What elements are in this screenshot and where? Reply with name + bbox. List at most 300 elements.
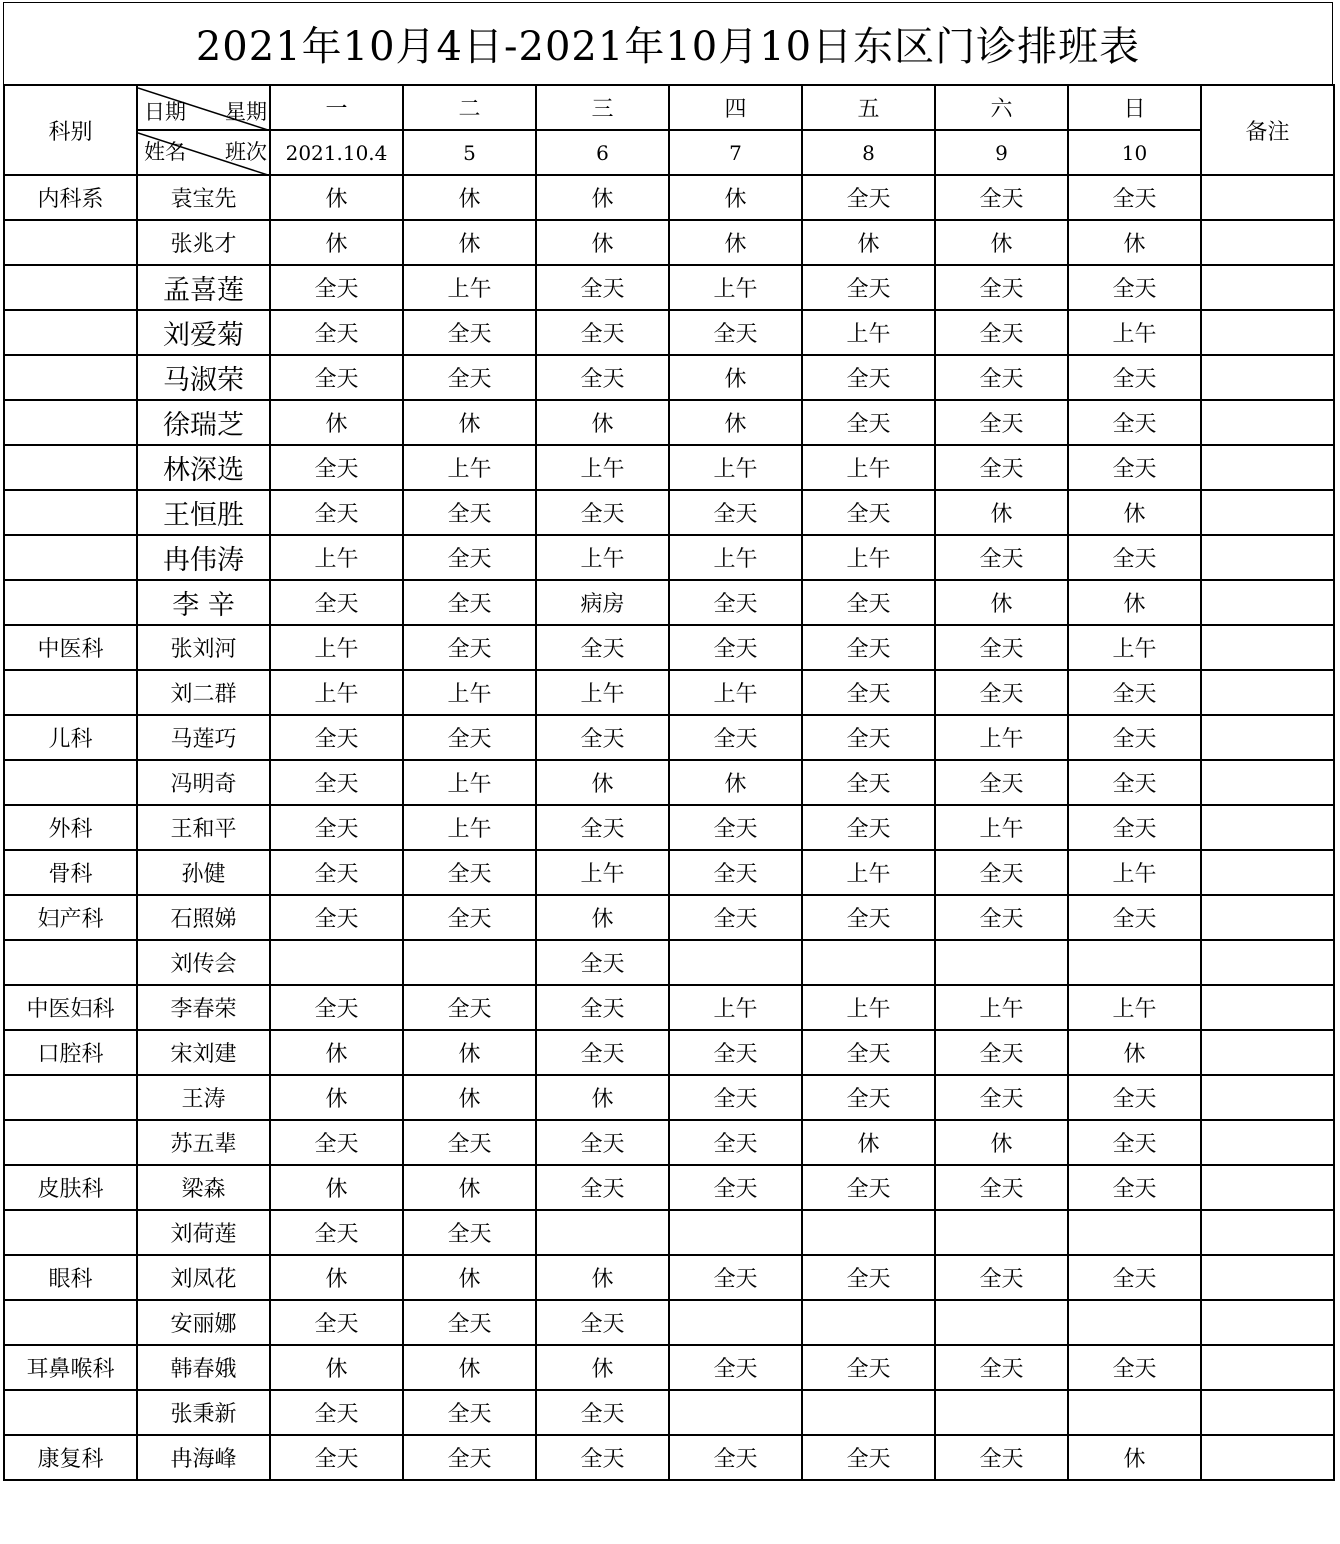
shift-cell: 休 bbox=[1068, 220, 1201, 265]
weekday-cell: 日 bbox=[1068, 85, 1201, 130]
shift-cell: 休 bbox=[270, 400, 403, 445]
date-cell: 7 bbox=[669, 130, 802, 175]
shift-cell: 上午 bbox=[270, 535, 403, 580]
shift-cell: 全天 bbox=[935, 1345, 1068, 1390]
table-row bbox=[4, 220, 1334, 265]
shift-cell: 全天 bbox=[935, 1165, 1068, 1210]
shift-cell bbox=[802, 1300, 935, 1345]
remark-cell bbox=[1201, 850, 1334, 895]
dept-cell bbox=[4, 220, 137, 265]
shift-cell: 休 bbox=[669, 220, 802, 265]
dept-cell: 妇产科 bbox=[4, 895, 137, 940]
shift-cell: 休 bbox=[536, 1255, 669, 1300]
doctor-name-cell: 徐瑞芝 bbox=[137, 400, 270, 445]
shift-cell: 全天 bbox=[270, 265, 403, 310]
shift-cell: 全天 bbox=[536, 265, 669, 310]
table-row bbox=[4, 985, 1334, 1030]
dept-cell: 中医妇科 bbox=[4, 985, 137, 1030]
shift-cell: 上午 bbox=[1068, 850, 1201, 895]
shift-cell: 全天 bbox=[536, 355, 669, 400]
remark-cell bbox=[1201, 310, 1334, 355]
dept-cell bbox=[4, 1210, 137, 1255]
shift-cell: 全天 bbox=[669, 1120, 802, 1165]
doctor-name-cell: 安丽娜 bbox=[137, 1300, 270, 1345]
doctor-name-cell: 李春荣 bbox=[137, 985, 270, 1030]
table-row bbox=[4, 760, 1334, 805]
doctor-name-cell: 李 辛 bbox=[137, 580, 270, 625]
table-row bbox=[4, 805, 1334, 850]
shift-cell: 全天 bbox=[403, 1120, 536, 1165]
shift-cell: 上午 bbox=[403, 445, 536, 490]
shift-cell: 上午 bbox=[935, 805, 1068, 850]
shift-cell: 全天 bbox=[536, 490, 669, 535]
shift-cell: 全天 bbox=[403, 625, 536, 670]
date-cell: 2021.10.4 bbox=[270, 130, 403, 175]
doctor-name-cell: 刘爱菊 bbox=[137, 310, 270, 355]
page-title: 2021年10月4日-2021年10月10日东区门诊排班表 bbox=[3, 2, 1333, 84]
dept-cell: 儿科 bbox=[4, 715, 137, 760]
doctor-name-cell: 林深选 bbox=[137, 445, 270, 490]
shift-cell bbox=[935, 940, 1068, 985]
shift-cell: 休 bbox=[403, 1165, 536, 1210]
table-row bbox=[4, 265, 1334, 310]
table-row bbox=[4, 1165, 1334, 1210]
remark-cell bbox=[1201, 400, 1334, 445]
shift-cell: 全天 bbox=[669, 580, 802, 625]
shift-cell: 全天 bbox=[1068, 445, 1201, 490]
dept-cell: 内科系 bbox=[4, 175, 137, 220]
shift-cell bbox=[669, 1210, 802, 1255]
shift-cell: 休 bbox=[270, 1165, 403, 1210]
shift-cell: 全天 bbox=[1068, 1075, 1201, 1120]
doctor-name-cell: 刘凤花 bbox=[137, 1255, 270, 1300]
shift-cell: 全天 bbox=[935, 625, 1068, 670]
shift-cell: 全天 bbox=[935, 850, 1068, 895]
shift-cell: 全天 bbox=[802, 1030, 935, 1075]
shift-cell: 休 bbox=[669, 400, 802, 445]
shift-cell: 全天 bbox=[536, 805, 669, 850]
shift-cell: 休 bbox=[403, 1255, 536, 1300]
shift-cell: 全天 bbox=[270, 805, 403, 850]
dept-cell bbox=[4, 445, 137, 490]
shift-cell: 上午 bbox=[802, 535, 935, 580]
shift-cell: 全天 bbox=[802, 1165, 935, 1210]
shift-cell: 全天 bbox=[1068, 760, 1201, 805]
doctor-name-cell: 马淑荣 bbox=[137, 355, 270, 400]
shift-cell: 全天 bbox=[935, 355, 1068, 400]
shift-cell: 全天 bbox=[669, 895, 802, 940]
shift-cell: 全天 bbox=[270, 490, 403, 535]
shift-cell bbox=[669, 1390, 802, 1435]
shift-cell bbox=[935, 1300, 1068, 1345]
shift-cell: 休 bbox=[935, 1120, 1068, 1165]
shift-cell: 全天 bbox=[270, 850, 403, 895]
name-shift-header-cell bbox=[137, 130, 270, 175]
shift-cell: 全天 bbox=[403, 1210, 536, 1255]
table-row bbox=[4, 715, 1334, 760]
date-cell: 10 bbox=[1068, 130, 1201, 175]
shift-cell: 全天 bbox=[802, 175, 935, 220]
shift-cell: 全天 bbox=[935, 310, 1068, 355]
shift-cell: 全天 bbox=[403, 715, 536, 760]
table-row bbox=[4, 850, 1334, 895]
table-row bbox=[4, 355, 1334, 400]
shift-cell: 全天 bbox=[802, 580, 935, 625]
date-label: 日期 bbox=[144, 100, 186, 124]
shift-cell: 全天 bbox=[1068, 895, 1201, 940]
shift-cell: 全天 bbox=[802, 715, 935, 760]
dept-cell: 外科 bbox=[4, 805, 137, 850]
dept-cell: 中医科 bbox=[4, 625, 137, 670]
remark-cell bbox=[1201, 220, 1334, 265]
shift-cell: 全天 bbox=[270, 895, 403, 940]
table-row bbox=[4, 175, 1334, 220]
table-row bbox=[4, 940, 1334, 985]
remark-cell bbox=[1201, 940, 1334, 985]
shift-cell: 上午 bbox=[536, 445, 669, 490]
shift-cell: 全天 bbox=[935, 535, 1068, 580]
shift-cell: 全天 bbox=[802, 490, 935, 535]
dept-header: 科别 bbox=[4, 85, 137, 175]
shift-cell: 病房 bbox=[536, 580, 669, 625]
shift-cell bbox=[270, 940, 403, 985]
shift-cell: 休 bbox=[669, 175, 802, 220]
shift-cell: 全天 bbox=[270, 760, 403, 805]
shift-cell: 休 bbox=[270, 1345, 403, 1390]
shift-cell: 全天 bbox=[270, 310, 403, 355]
shift-cell: 全天 bbox=[669, 850, 802, 895]
remark-cell bbox=[1201, 1120, 1334, 1165]
header-row-dates bbox=[4, 130, 1334, 175]
shift-cell: 全天 bbox=[1068, 400, 1201, 445]
shift-cell: 上午 bbox=[1068, 985, 1201, 1030]
shift-cell: 全天 bbox=[935, 445, 1068, 490]
shift-cell: 上午 bbox=[536, 850, 669, 895]
shift-cell: 休 bbox=[536, 760, 669, 805]
remark-cell bbox=[1201, 1255, 1334, 1300]
shift-cell: 休 bbox=[536, 1075, 669, 1120]
week-label: 星期 bbox=[225, 100, 267, 124]
shift-cell: 全天 bbox=[270, 355, 403, 400]
shift-cell: 全天 bbox=[802, 805, 935, 850]
shift-cell: 休 bbox=[270, 1255, 403, 1300]
shift-cell: 全天 bbox=[669, 805, 802, 850]
remark-cell bbox=[1201, 1390, 1334, 1435]
shift-cell: 全天 bbox=[270, 1300, 403, 1345]
shift-cell: 休 bbox=[802, 220, 935, 265]
doctor-name-cell: 袁宝先 bbox=[137, 175, 270, 220]
shift-cell: 全天 bbox=[536, 625, 669, 670]
shift-cell bbox=[403, 940, 536, 985]
shift-cell: 上午 bbox=[669, 445, 802, 490]
table-row bbox=[4, 1300, 1334, 1345]
date-week-header-cell bbox=[137, 85, 270, 130]
shift-cell: 全天 bbox=[403, 355, 536, 400]
remark-cell bbox=[1201, 625, 1334, 670]
dept-cell bbox=[4, 490, 137, 535]
shift-cell: 全天 bbox=[935, 760, 1068, 805]
dept-cell bbox=[4, 1390, 137, 1435]
schedule-body bbox=[4, 175, 1334, 1480]
shift-cell: 上午 bbox=[1068, 310, 1201, 355]
shift-cell: 全天 bbox=[403, 535, 536, 580]
table-row bbox=[4, 1210, 1334, 1255]
date-cell: 9 bbox=[935, 130, 1068, 175]
shift-cell: 全天 bbox=[536, 1165, 669, 1210]
remark-cell bbox=[1201, 490, 1334, 535]
doctor-name-cell: 王恒胜 bbox=[137, 490, 270, 535]
remark-cell bbox=[1201, 175, 1334, 220]
date-cell: 6 bbox=[536, 130, 669, 175]
shift-cell: 上午 bbox=[669, 265, 802, 310]
doctor-name-cell: 王和平 bbox=[137, 805, 270, 850]
shift-cell: 全天 bbox=[935, 1255, 1068, 1300]
remark-cell bbox=[1201, 895, 1334, 940]
shift-cell: 全天 bbox=[403, 490, 536, 535]
shift-cell: 休 bbox=[1068, 580, 1201, 625]
shift-cell: 上午 bbox=[403, 760, 536, 805]
shift-cell: 全天 bbox=[1068, 265, 1201, 310]
shift-cell: 全天 bbox=[669, 1435, 802, 1480]
shift-cell: 全天 bbox=[802, 355, 935, 400]
dept-cell bbox=[4, 1075, 137, 1120]
shift-cell: 休 bbox=[536, 1345, 669, 1390]
shift-cell: 上午 bbox=[802, 310, 935, 355]
shift-cell: 上午 bbox=[669, 535, 802, 580]
shift-cell: 休 bbox=[536, 175, 669, 220]
table-row bbox=[4, 625, 1334, 670]
shift-cell: 休 bbox=[403, 220, 536, 265]
shift-cell: 全天 bbox=[935, 265, 1068, 310]
shift-cell: 休 bbox=[403, 175, 536, 220]
table-row bbox=[4, 445, 1334, 490]
weekday-cell: 六 bbox=[935, 85, 1068, 130]
shift-cell: 全天 bbox=[270, 580, 403, 625]
shift-cell: 全天 bbox=[1068, 175, 1201, 220]
schedule-sheet bbox=[3, 2, 1333, 1540]
shift-cell: 上午 bbox=[403, 805, 536, 850]
date-cell: 5 bbox=[403, 130, 536, 175]
shift-cell: 全天 bbox=[536, 715, 669, 760]
remark-cell bbox=[1201, 1165, 1334, 1210]
dept-cell bbox=[4, 670, 137, 715]
remark-cell bbox=[1201, 1435, 1334, 1480]
dept-cell: 耳鼻喉科 bbox=[4, 1345, 137, 1390]
shift-cell: 休 bbox=[403, 1345, 536, 1390]
remark-cell bbox=[1201, 715, 1334, 760]
shift-cell: 全天 bbox=[270, 985, 403, 1030]
table-row bbox=[4, 490, 1334, 535]
dept-cell bbox=[4, 310, 137, 355]
dept-cell: 骨科 bbox=[4, 850, 137, 895]
dept-cell: 口腔科 bbox=[4, 1030, 137, 1075]
weekday-cell: 一 bbox=[270, 85, 403, 130]
shift-cell: 全天 bbox=[1068, 1345, 1201, 1390]
shift-cell: 上午 bbox=[270, 625, 403, 670]
table-row bbox=[4, 1435, 1334, 1480]
shift-cell: 全天 bbox=[403, 850, 536, 895]
shift-cell bbox=[935, 1390, 1068, 1435]
doctor-name-cell: 刘传会 bbox=[137, 940, 270, 985]
shift-cell: 全天 bbox=[536, 1435, 669, 1480]
table-row bbox=[4, 580, 1334, 625]
dept-cell bbox=[4, 1120, 137, 1165]
shift-cell: 全天 bbox=[403, 1390, 536, 1435]
shift-cell bbox=[802, 940, 935, 985]
date-cell: 8 bbox=[802, 130, 935, 175]
shift-cell: 全天 bbox=[1068, 1165, 1201, 1210]
remark-cell bbox=[1201, 1030, 1334, 1075]
shift-cell: 上午 bbox=[536, 535, 669, 580]
shift-cell: 全天 bbox=[403, 895, 536, 940]
shift-cell: 全天 bbox=[669, 625, 802, 670]
shift-cell: 全天 bbox=[536, 1390, 669, 1435]
doctor-name-cell: 张兆才 bbox=[137, 220, 270, 265]
remark-cell bbox=[1201, 760, 1334, 805]
shift-cell: 全天 bbox=[669, 1030, 802, 1075]
dept-cell: 皮肤科 bbox=[4, 1165, 137, 1210]
shift-cell: 全天 bbox=[802, 760, 935, 805]
remark-cell bbox=[1201, 670, 1334, 715]
remark-cell bbox=[1201, 355, 1334, 400]
shift-cell bbox=[802, 1210, 935, 1255]
shift-cell: 全天 bbox=[536, 1120, 669, 1165]
shift-cell: 全天 bbox=[935, 895, 1068, 940]
shift-cell: 全天 bbox=[669, 1165, 802, 1210]
shift-cell: 全天 bbox=[1068, 1120, 1201, 1165]
doctor-name-cell: 刘荷莲 bbox=[137, 1210, 270, 1255]
dept-cell bbox=[4, 1300, 137, 1345]
shift-cell: 上午 bbox=[669, 985, 802, 1030]
doctor-name-cell: 王涛 bbox=[137, 1075, 270, 1120]
dept-cell bbox=[4, 940, 137, 985]
shift-cell: 休 bbox=[403, 400, 536, 445]
shift-cell: 上午 bbox=[536, 670, 669, 715]
shift-cell: 上午 bbox=[935, 715, 1068, 760]
shift-cell: 休 bbox=[935, 580, 1068, 625]
shift-cell: 休 bbox=[270, 220, 403, 265]
shift-cell: 休 bbox=[403, 1075, 536, 1120]
doctor-name-cell: 孙健 bbox=[137, 850, 270, 895]
table-row bbox=[4, 670, 1334, 715]
shift-cell: 全天 bbox=[669, 490, 802, 535]
table-row bbox=[4, 1120, 1334, 1165]
shift-cell: 全天 bbox=[536, 1030, 669, 1075]
table-row bbox=[4, 400, 1334, 445]
table-row bbox=[4, 535, 1334, 580]
name-label: 姓名 bbox=[144, 140, 186, 164]
dept-cell bbox=[4, 400, 137, 445]
doctor-name-cell: 苏五辈 bbox=[137, 1120, 270, 1165]
dept-cell bbox=[4, 580, 137, 625]
shift-cell: 全天 bbox=[1068, 355, 1201, 400]
shift-cell: 全天 bbox=[536, 1300, 669, 1345]
shift-cell: 全天 bbox=[403, 310, 536, 355]
shift-cell: 上午 bbox=[669, 670, 802, 715]
shift-cell bbox=[1068, 940, 1201, 985]
remark-cell bbox=[1201, 580, 1334, 625]
doctor-name-cell: 张秉新 bbox=[137, 1390, 270, 1435]
doctor-name-cell: 张刘河 bbox=[137, 625, 270, 670]
shift-cell: 全天 bbox=[669, 310, 802, 355]
shift-cell: 全天 bbox=[935, 670, 1068, 715]
shift-cell: 全天 bbox=[1068, 805, 1201, 850]
shift-cell: 全天 bbox=[935, 1075, 1068, 1120]
shift-cell: 休 bbox=[270, 1030, 403, 1075]
shift-cell: 休 bbox=[270, 1075, 403, 1120]
table-row bbox=[4, 1255, 1334, 1300]
shift-cell: 全天 bbox=[802, 1345, 935, 1390]
doctor-name-cell: 宋刘建 bbox=[137, 1030, 270, 1075]
shift-cell: 全天 bbox=[270, 1120, 403, 1165]
table-row bbox=[4, 895, 1334, 940]
shift-cell: 上午 bbox=[403, 265, 536, 310]
dept-cell bbox=[4, 355, 137, 400]
shift-cell: 全天 bbox=[536, 985, 669, 1030]
shift-cell: 全天 bbox=[403, 985, 536, 1030]
shift-cell: 全天 bbox=[270, 1390, 403, 1435]
shift-cell: 上午 bbox=[1068, 625, 1201, 670]
shift-cell: 上午 bbox=[403, 670, 536, 715]
doctor-name-cell: 马莲巧 bbox=[137, 715, 270, 760]
shift-cell: 全天 bbox=[403, 1435, 536, 1480]
remark-cell bbox=[1201, 535, 1334, 580]
table-row bbox=[4, 1030, 1334, 1075]
doctor-name-cell: 冉海峰 bbox=[137, 1435, 270, 1480]
shift-cell: 全天 bbox=[270, 1210, 403, 1255]
shift-cell bbox=[935, 1210, 1068, 1255]
shift-cell: 全天 bbox=[802, 670, 935, 715]
shift-cell: 上午 bbox=[270, 670, 403, 715]
shift-cell: 休 bbox=[536, 895, 669, 940]
shift-cell: 休 bbox=[935, 490, 1068, 535]
shift-cell: 全天 bbox=[403, 1300, 536, 1345]
remark-cell bbox=[1201, 985, 1334, 1030]
shift-cell: 全天 bbox=[935, 175, 1068, 220]
dept-cell bbox=[4, 760, 137, 805]
remark-cell bbox=[1201, 1075, 1334, 1120]
shift-cell: 休 bbox=[802, 1120, 935, 1165]
remark-cell bbox=[1201, 805, 1334, 850]
dept-cell: 眼科 bbox=[4, 1255, 137, 1300]
schedule-table bbox=[3, 84, 1335, 1481]
weekday-cell: 五 bbox=[802, 85, 935, 130]
remark-cell bbox=[1201, 445, 1334, 490]
shift-cell bbox=[1068, 1390, 1201, 1435]
header-row-weekdays bbox=[4, 85, 1334, 130]
shift-cell: 全天 bbox=[270, 1435, 403, 1480]
shift-cell: 休 bbox=[669, 355, 802, 400]
table-row bbox=[4, 1390, 1334, 1435]
shift-cell bbox=[536, 1210, 669, 1255]
shift-cell: 全天 bbox=[536, 940, 669, 985]
shift-cell: 全天 bbox=[802, 1255, 935, 1300]
remark-header: 备注 bbox=[1201, 85, 1334, 175]
table-row bbox=[4, 1345, 1334, 1390]
shift-cell: 全天 bbox=[669, 1075, 802, 1120]
shift-cell: 上午 bbox=[802, 850, 935, 895]
dept-cell bbox=[4, 265, 137, 310]
shift-cell: 全天 bbox=[935, 1030, 1068, 1075]
shift-cell: 全天 bbox=[270, 715, 403, 760]
doctor-name-cell: 刘二群 bbox=[137, 670, 270, 715]
shift-cell bbox=[802, 1390, 935, 1435]
table-row bbox=[4, 310, 1334, 355]
shift-cell: 休 bbox=[1068, 1030, 1201, 1075]
shift-cell: 休 bbox=[1068, 1435, 1201, 1480]
shift-cell: 休 bbox=[403, 1030, 536, 1075]
shift-cell: 全天 bbox=[935, 400, 1068, 445]
